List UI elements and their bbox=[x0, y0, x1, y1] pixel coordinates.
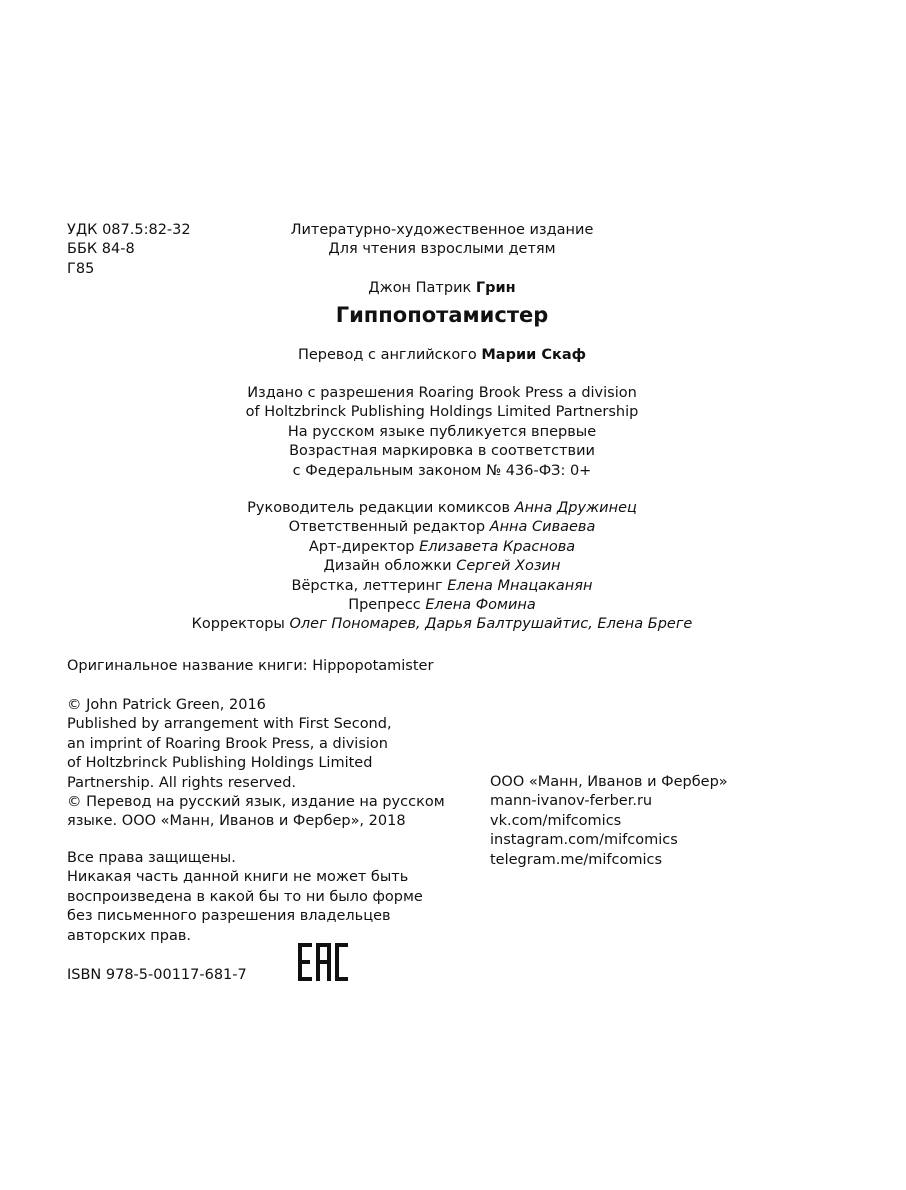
author-last-name: Грин bbox=[475, 280, 516, 296]
rights-notice bbox=[67, 849, 487, 946]
author-first-names: Джон Патрик bbox=[368, 280, 472, 296]
copyright-block bbox=[67, 696, 487, 832]
publication-notes bbox=[150, 384, 734, 481]
publisher-instagram: instagram.com/mifcomics bbox=[490, 832, 678, 849]
credit-name: Анна Сиваева bbox=[489, 519, 596, 536]
translator-name: Марии Скаф bbox=[481, 347, 586, 363]
credit-role: Арт-директор bbox=[308, 538, 415, 555]
rights-line: без письменного разрешения владельцев bbox=[67, 908, 391, 925]
author-line bbox=[150, 279, 734, 298]
credit-name: Олег Пономарев, Дарья Балтрушайтис, Елена Бреге bbox=[289, 616, 693, 633]
credit-name: Сергей Хозин bbox=[456, 558, 561, 575]
eac-mark-icon bbox=[296, 941, 350, 983]
publication-note: с Федеральным законом № 436-ФЗ: 0+ bbox=[292, 462, 592, 479]
credit-role: Руководитель редакции комиксов bbox=[247, 500, 510, 516]
credits-block bbox=[150, 499, 734, 635]
credit-line bbox=[150, 518, 734, 537]
credit-line bbox=[150, 615, 734, 634]
credit-line bbox=[150, 499, 734, 518]
rights-line: Никакая часть данной книги не может быть bbox=[67, 869, 409, 886]
audience: Для чтения взрослыми детям bbox=[328, 241, 556, 258]
publisher-vk: vk.com/mifcomics bbox=[490, 812, 622, 829]
publisher-name: ООО «Манн, Иванов и Фербер» bbox=[490, 774, 728, 790]
credit-name: Елизавета Краснова bbox=[419, 538, 576, 555]
copyright-line: Partnership. All rights reserved. bbox=[67, 774, 297, 791]
publication-note: Издано с разрешения Roaring Brook Press a division bbox=[247, 385, 637, 401]
rights-line: авторских прав. bbox=[67, 927, 192, 944]
publication-note: На русском языке публикуется впервые bbox=[287, 423, 597, 440]
rights-line: воспроизведена в какой бы то ни было форме bbox=[67, 888, 423, 905]
credit-role: Ответственный редактор bbox=[288, 519, 486, 536]
credit-name: Анна Дружинец bbox=[514, 500, 637, 516]
copyright-line: of Holtzbrinck Publishing Holdings Limited bbox=[67, 755, 373, 772]
book-title: Гиппопотамистер bbox=[335, 303, 549, 327]
publication-note: Возрастная маркировка в соответствии bbox=[289, 443, 595, 460]
copyright-line: © John Patrick Green, 2016 bbox=[67, 697, 266, 713]
credit-name: Елена Мнацаканян bbox=[447, 577, 593, 594]
translation-line bbox=[150, 346, 734, 365]
publisher-website: mann-ivanov-ferber.ru bbox=[490, 793, 653, 810]
author-mark: Г85 bbox=[67, 260, 95, 277]
publication-note: of Holtzbrinck Publishing Holdings Limited Partnership bbox=[245, 404, 639, 421]
credit-role: Корректоры bbox=[191, 616, 285, 633]
credit-name: Елена Фомина bbox=[425, 597, 536, 614]
rights-line: Все права защищены. bbox=[67, 850, 236, 866]
translation-prefix: Перевод с английского bbox=[297, 347, 477, 363]
credit-role: Дизайн обложки bbox=[323, 558, 452, 575]
edition-type: Литературно-художественное издание bbox=[290, 222, 594, 238]
udk-code: УДК 087.5:82-32 bbox=[67, 222, 191, 238]
copyright-line: © Перевод на русский язык, издание на русском bbox=[67, 794, 445, 811]
edition-header bbox=[150, 221, 734, 260]
publisher-contacts bbox=[490, 773, 850, 870]
credit-role: Вёрстка, леттеринг bbox=[291, 577, 443, 594]
credit-line bbox=[150, 538, 734, 557]
copyright-line: языке. ООО «Манн, Иванов и Фербер», 2018 bbox=[67, 813, 406, 830]
credit-line bbox=[150, 577, 734, 596]
copyright-line: Published by arrangement with First Second, bbox=[67, 716, 392, 733]
credit-line bbox=[150, 557, 734, 576]
copyright-line: an imprint of Roaring Brook Press, a division bbox=[67, 735, 388, 752]
credit-line bbox=[150, 596, 734, 615]
bbk-code: ББК 84-8 bbox=[67, 241, 135, 258]
credit-role: Препресс bbox=[348, 597, 421, 614]
isbn: ISBN 978-5-00117-681-7 bbox=[67, 967, 247, 983]
original-title: Оригинальное название книги: Hippopotamister bbox=[67, 658, 434, 674]
publisher-telegram: telegram.me/mifcomics bbox=[490, 851, 663, 868]
